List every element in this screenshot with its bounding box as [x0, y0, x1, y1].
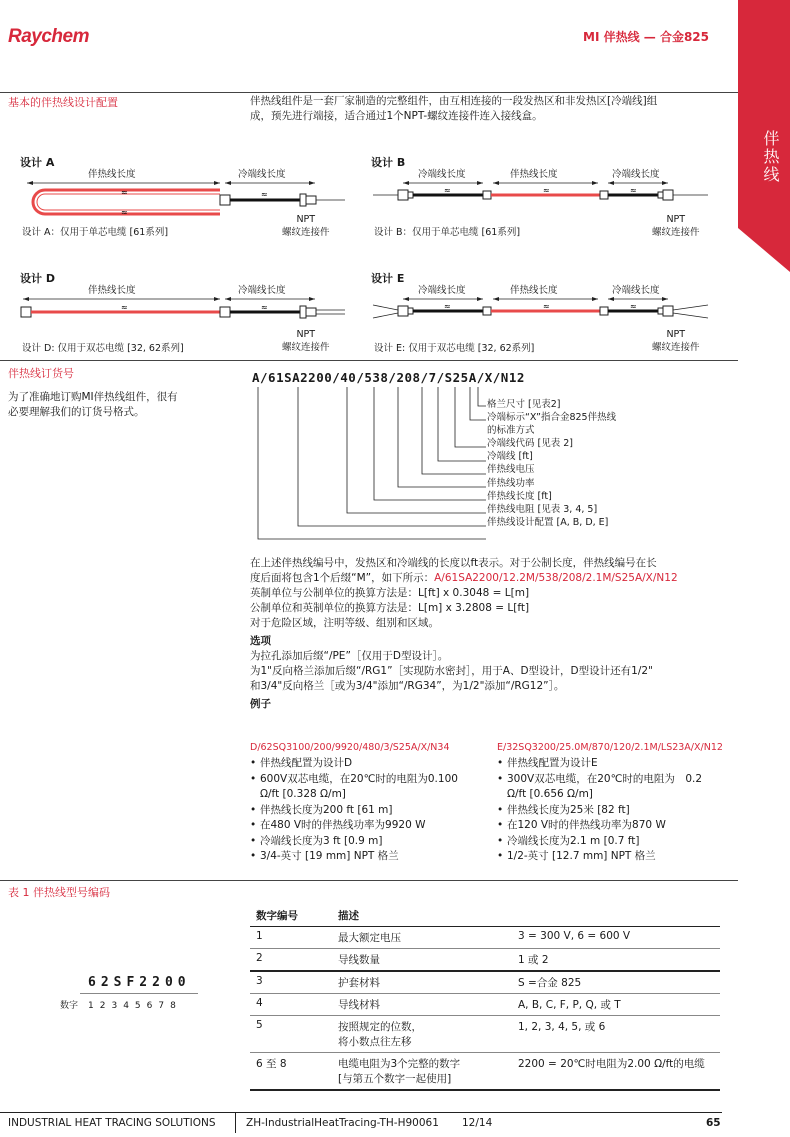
code-legend-item: 冷端线 [ft] — [487, 451, 533, 463]
example1-item: • 冷端线长度为3 ft [0.9 m] — [250, 834, 458, 850]
table-cell-line: 电缆电阻为3个完整的数字 — [338, 1058, 461, 1070]
design-d-caption: 设计 D: 仅用于双芯电缆 [32, 62系列] — [22, 343, 184, 354]
example1-item: • 3/4-英寸 [19 mm] NPT 格兰 — [250, 849, 458, 865]
footer-date: 12/14 — [462, 1117, 493, 1129]
npt-text: NPT — [666, 214, 686, 225]
table-row — [250, 1053, 720, 1091]
options-heading: 选项 — [250, 635, 271, 647]
side-tab-label: 伴热线 — [761, 130, 780, 184]
example1-item: • 600V双芯电缆，在20℃时的电阻为0.100 — [250, 772, 458, 788]
svg-text:≈: ≈ — [444, 186, 451, 195]
footer-company: INDUSTRIAL HEAT TRACING SOLUTIONS — [8, 1117, 216, 1129]
design-b-caption: 设计 B：仅用于单芯电缆 [61系列] — [374, 227, 521, 238]
table-header-value — [512, 905, 720, 927]
table-cell — [332, 1053, 512, 1091]
table-cell: S =合金 825 — [518, 977, 582, 989]
table-cell: 最大额定电压 — [338, 932, 401, 944]
table-cell-line: 按照规定的位数， — [338, 1021, 422, 1033]
section-title-basic-design: 基本的伴热线设计配置 — [8, 96, 118, 109]
page-header-title: MI 伴热线 — 合金825 — [583, 30, 709, 44]
design-a-npt-label — [282, 213, 330, 239]
option-line: 为拉孔添加后缀“/PE”［仅用于D型设计］。 — [250, 650, 449, 662]
design-e-cold-length-right: 冷端线长度 — [612, 285, 660, 296]
order-code: A/61SA2200/40/538/208/7/S25A/X/N12 — [252, 370, 525, 385]
raychem-logo: Raychem — [8, 26, 89, 47]
section-title-order-number: 伴热线订货号 — [8, 367, 74, 380]
code-legend-item: 伴热线功率 — [487, 477, 535, 489]
digit-positions — [60, 998, 182, 1011]
footer-separator — [235, 1113, 236, 1133]
code-legend-item: 伴热线长度 [ft] — [487, 490, 552, 502]
option-line: 和3/4"反向格兰［或为3/4"添加“/RG34”，为1/2"添加“/RG12”］。 — [250, 680, 565, 692]
npt-connector-text: 螺纹连接件 — [652, 227, 700, 238]
metric-example-code: A/61SA2200/12.2M/538/208/2.1M/S25A/X/N12 — [434, 572, 678, 584]
design-e-heat-length: 伴热线长度 — [510, 285, 558, 296]
example2-item: • 1/2-英寸 [12.7 mm] NPT 格兰 — [497, 849, 702, 865]
npt-text: NPT — [296, 214, 316, 225]
svg-text:≈: ≈ — [261, 303, 268, 312]
design-e-caption: 设计 E: 仅用于双芯电缆 [32, 62系列] — [374, 343, 535, 354]
design-b-label: 设计 B — [371, 156, 406, 169]
table-cell: 导线材料 — [338, 999, 380, 1011]
table-cell: 1 或 2 — [518, 954, 549, 966]
footer-page-number: 65 — [706, 1117, 721, 1129]
option-line: 为1"反向格兰添加后缀“/RG1”［实现防水密封］，用于A、D型设计，D型设计还有1/2" — [250, 665, 653, 677]
design-d-cold-length: 冷端线长度 — [238, 285, 286, 296]
table-cell — [332, 1016, 512, 1053]
design-e-label: 设计 E — [371, 272, 405, 285]
section1-text — [250, 94, 735, 124]
table-cell-line: [与第五个数字一起使用] — [338, 1073, 452, 1085]
example1-item: • 伴热线长度为200 ft [61 m] — [250, 803, 458, 819]
section1-text-line: 成，预先进行端接，适合通过1个NPT-螺纹连接件连入接线盒。 — [250, 110, 543, 122]
design-a-label: 设计 A — [20, 156, 55, 169]
design-b-npt-label — [652, 213, 700, 239]
npt-text: NPT — [666, 329, 686, 340]
digits-positions: 12345678 — [88, 1001, 182, 1011]
table-cell: 2200 = 20℃时电阻为2.00 Ω/ft的电缆 — [518, 1058, 705, 1070]
example1-code: D/62SQ3100/200/9920/480/3/S25A/X/N34 — [250, 742, 450, 753]
footer-divider — [0, 1112, 722, 1113]
example1-item: Ω/ft [0.328 Ω/m] — [260, 788, 346, 800]
example2-list — [497, 756, 702, 865]
table-cell: 护套材料 — [338, 977, 380, 989]
table-cell: 导线数量 — [338, 954, 380, 966]
table-cell-line: 将小数点往左移 — [338, 1036, 412, 1048]
footer-doc-number: ZH-IndustrialHeatTracing-TH-H90061 — [246, 1117, 439, 1129]
code-legend-item: 格兰尺寸 [见表2] — [487, 399, 561, 410]
example2-code: E/32SQ3200/25.0M/870/120/2.1M/LS23A/X/N12 — [497, 742, 723, 753]
svg-text:≈: ≈ — [121, 303, 128, 312]
table-row — [250, 971, 720, 994]
design-b-heat-length: 伴热线长度 — [510, 169, 558, 180]
desc-line: 公制单位和英制单位的换算方法是：L[m] x 3.2808 = L[ft] — [250, 602, 530, 614]
digits-label: 数字 — [60, 1001, 79, 1011]
svg-text:≈: ≈ — [261, 190, 268, 199]
table-header-row — [250, 905, 720, 927]
example2-item: • 冷端线长度为2.1 m [0.7 ft] — [497, 834, 702, 850]
example1-item: • 伴热线配置为设计D — [250, 756, 458, 772]
table-header-description: 描述 — [338, 910, 359, 922]
npt-text: NPT — [296, 329, 316, 340]
svg-text:≈: ≈ — [630, 302, 637, 311]
table-cell: 1 — [256, 930, 263, 942]
svg-text:≈: ≈ — [121, 208, 128, 217]
design-a-heat-length: 伴热线长度 — [88, 169, 136, 180]
table-cell: 3 — [256, 975, 263, 987]
order-intro-line: 为了准确地订购MI伴热线组件，很有 — [8, 391, 178, 403]
design-d-label: 设计 D — [20, 272, 55, 285]
example2-item: • 伴热线配置为设计E — [497, 756, 702, 772]
design-b-cold-length-left: 冷端线长度 — [418, 169, 466, 180]
example1-list — [250, 756, 458, 865]
table-header-digit: 数字编号 — [256, 910, 298, 922]
code-legend-item: 冷端线代码 [见表 2] — [487, 438, 573, 450]
design-b-diagram — [368, 175, 713, 215]
example2-item: • 300V双芯电缆，在20℃时的电阻为 0.2 — [497, 772, 702, 788]
order-intro-line: 必要理解我们的订货号格式。 — [8, 406, 145, 418]
desc-line: 英制单位与公制单位的换算方法是：L[ft] x 0.3048 = L[m] — [250, 587, 530, 599]
code-legend-item: 伴热线电压 — [487, 464, 535, 476]
table-row — [250, 994, 720, 1016]
model-code-table — [250, 905, 720, 1091]
design-e-cold-length-left: 冷端线长度 — [418, 285, 466, 296]
svg-text:≈: ≈ — [121, 188, 128, 197]
header-divider — [0, 92, 738, 93]
model-code-example: 62SF2200 — [88, 975, 191, 990]
example1-item: • 在480 V时的伴热线功率为9920 W — [250, 818, 458, 834]
table-cell: 2 — [256, 952, 263, 964]
table-cell: 6 至 8 — [256, 1058, 287, 1070]
table-row — [250, 1016, 720, 1053]
section-divider — [0, 880, 738, 881]
svg-text:≈: ≈ — [444, 302, 451, 311]
section-divider — [0, 360, 738, 361]
order-code-legend — [487, 398, 727, 529]
code-legend-item: 伴热线设计配置 [A, B, D, E] — [487, 516, 609, 528]
example2-item: Ω/ft [0.656 Ω/m] — [507, 788, 593, 800]
svg-text:≈: ≈ — [630, 186, 637, 195]
order-code-brackets — [250, 385, 490, 545]
design-a-caption: 设计 A：仅用于单芯电缆 [61系列] — [22, 227, 169, 238]
examples-heading: 例子 — [250, 698, 271, 710]
table-cell: 3 = 300 V, 6 = 600 V — [518, 930, 631, 942]
table-row — [250, 927, 720, 949]
design-d-npt-label — [282, 328, 330, 354]
design-e-npt-label — [652, 328, 700, 354]
table1-title: 表 1 伴热线型号编码 — [8, 886, 110, 899]
table-cell: A, B, C, F, P, Q, 或 T — [518, 999, 621, 1011]
digits-divider — [80, 993, 198, 994]
npt-connector-text: 螺纹连接件 — [282, 227, 330, 238]
svg-text:≈: ≈ — [543, 302, 550, 311]
npt-connector-text: 螺纹连接件 — [282, 342, 330, 353]
order-description — [250, 556, 735, 712]
svg-text:≈: ≈ — [543, 186, 550, 195]
design-d-heat-length: 伴热线长度 — [88, 285, 136, 296]
desc-text: 度后面将包含1个后缀“M”，如下所示： — [250, 572, 435, 584]
table-cell: 4 — [256, 997, 263, 1009]
design-b-cold-length-right: 冷端线长度 — [612, 169, 660, 180]
design-d-diagram — [15, 291, 350, 326]
npt-connector-text: 螺纹连接件 — [652, 342, 700, 353]
example2-item: • 在120 V时的伴热线功率为870 W — [497, 818, 702, 834]
code-legend-item: 伴热线电阻 [见表 3, 4, 5] — [487, 503, 598, 515]
table-cell: 5 — [256, 1019, 263, 1031]
desc-line: 在上述伴热线编号中，发热区和冷端线的长度以ft表示。对于公制长度，伴热线编号在长 — [250, 557, 657, 569]
order-intro — [8, 390, 238, 420]
desc-line: 对于危险区域，注明等级、组别和区域。 — [250, 617, 439, 629]
code-legend-item: 冷端标示“X”指合金825伴热线 — [487, 412, 617, 424]
code-legend-item: 的标准方式 — [487, 425, 535, 437]
table-row — [250, 949, 720, 972]
example2-item: • 伴热线长度为25米 [82 ft] — [497, 803, 702, 819]
table-cell: 1, 2, 3, 4, 5, 或 6 — [518, 1021, 606, 1033]
section1-text-line: 伴热线组件是一套厂家制造的完整组件，由互相连接的一段发热区和非发热区[冷端线]组 — [250, 95, 658, 107]
design-e-diagram — [368, 291, 713, 326]
desc-line-metric — [250, 571, 735, 586]
design-a-cold-length: 冷端线长度 — [238, 169, 286, 180]
